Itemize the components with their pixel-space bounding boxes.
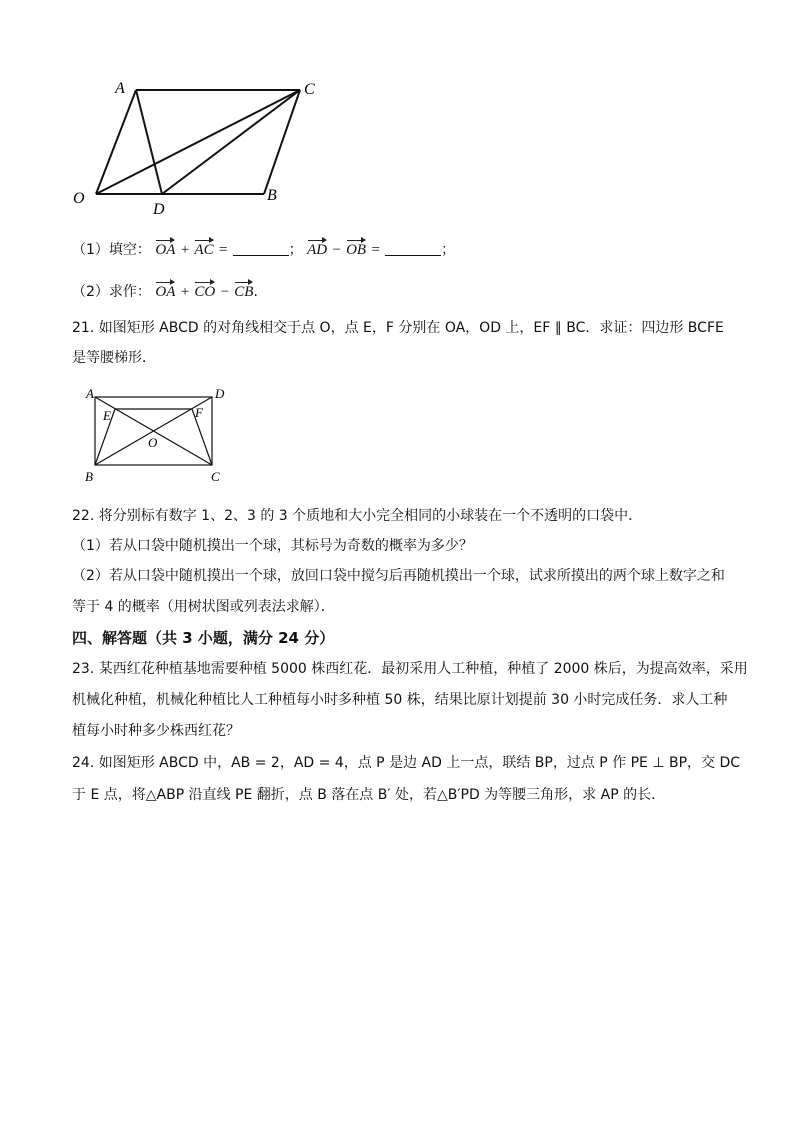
q22-part2-line1: （2）若从口袋中随机摸出一个球，放回口袋中搅匀后再随机摸出一个球，试求所摸出的两个球上数字之和 (72, 568, 725, 584)
label-O: O (73, 190, 85, 207)
vector-AD: AD (307, 242, 328, 258)
q21-line1: 21. 如图矩形 ABCD 的对角线相交于点 O，点 E，F 分别在 OA，OD 上，EF ∥ BC．求证：四边形 BCFE (72, 320, 724, 336)
label-F: F (195, 405, 203, 420)
vector-CB: CB (234, 284, 254, 300)
q24-line1: 24. 如图矩形 ABCD 中，AB = 2，AD = 4，点 P 是边 AD 上一点，联结 BP，过点 P 作 PE ⊥ BP，交 DC (72, 755, 741, 771)
q23-line1: 23. 某西红花种植基地需要种植 5000 株西红花．最初采用人工种植，种植了 2000 株后，为提高效率，采用 (72, 661, 748, 677)
q21-line2: 是等腰梯形． (72, 350, 156, 366)
segment-DC (162, 90, 300, 194)
q22-stem: 22. 将分别标有数字 1、2、3 的 3 个质地和大小完全相同的小球装在一个不透明的口袋中． (72, 508, 643, 524)
label-C: C (304, 81, 315, 98)
q20-part2: （2）求作： OA + CO − CB. (72, 284, 258, 300)
vector-CO: CO (194, 284, 216, 300)
answer-blank-1[interactable] (233, 241, 289, 256)
vector-OA-2: OA (155, 284, 176, 300)
q23-line3: 植每小时种多少株西红花？ (72, 723, 240, 739)
q22-part1: （1）若从口袋中随机摸出一个球，其标号为奇数的概率为多少？ (72, 538, 473, 554)
q23-line2: 机械化种植，机械化种植比人工种植每小时多种植 50 株，结果比原计划提前 30 小时完成任务．求人工种 (72, 692, 728, 708)
parallelogram-figure (60, 70, 340, 230)
answer-blank-2[interactable] (385, 241, 441, 256)
label-O: O (148, 435, 158, 450)
label-D: D (153, 201, 165, 218)
segment-AD (136, 90, 162, 194)
vector-OB: OB (346, 242, 367, 258)
vector-OA: OA (155, 242, 176, 258)
label-B: B (85, 469, 93, 484)
q24-line2: 于 E 点，将△ABP 沿直线 PE 翻折，点 B 落在点 B′ 处，若△B′PD 为等腰三角形，求 AP 的长． (72, 787, 666, 803)
label-A: A (86, 386, 94, 401)
vector-AC: AC (194, 242, 214, 258)
q22-part2-line2: 等于 4 的概率（用树状图或列表法求解）． (72, 599, 335, 615)
label-B: B (267, 187, 277, 204)
edge-OA (96, 90, 136, 194)
label-E: E (103, 408, 111, 423)
label-D: D (215, 386, 225, 401)
label-A: A (115, 80, 125, 97)
q20-part1: （1）填空： OA + AC = ； AD − OB = ； (72, 242, 456, 258)
section-heading: 四、解答题（共 3 小题，满分 24 分） (72, 629, 335, 647)
rectangle-figure (80, 383, 240, 488)
label-C: C (211, 469, 220, 484)
